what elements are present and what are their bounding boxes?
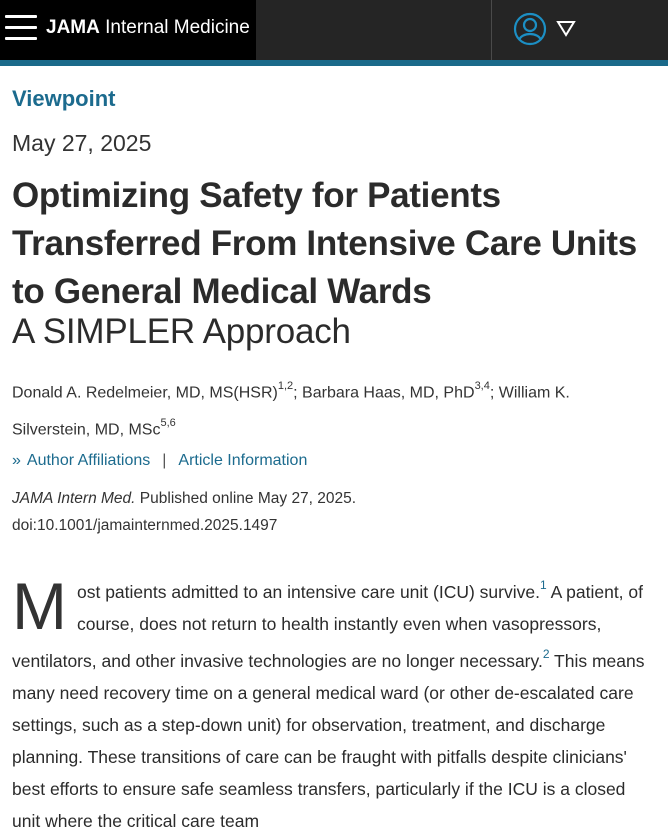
author-affiliation-ref: 3,4: [474, 380, 490, 392]
body-text-3: This means many need recovery time on a general medical ward (or other de-escalated care settings, such as a step-down unit) for observation, treatment, and discharge planning. These transitions of care can be fraught with pitfalls despite clinicians' best efforts to ensure safe seamless transfers, particularly if the ICU is a closed unit where the critical care team: [12, 650, 645, 831]
author-affiliation-ref: 1,2: [277, 380, 294, 392]
article-title: Optimizing Safety for Patients Transferred From Intensive Care Units to General Medical Wards: [12, 176, 637, 311]
header-accent-rule: [0, 60, 668, 66]
nav-divider: [491, 0, 492, 60]
brand-bold: JAMA: [46, 17, 100, 38]
author-name[interactable]: Donald A. Redelmeier, MD, MS(HSR): [12, 384, 278, 402]
top-navigation-bar: [0, 0, 668, 60]
body-text-1: ost patients admitted to an intensive care unit (ICU) survive.: [76, 581, 540, 602]
brand-rest: Internal Medicine: [99, 17, 250, 38]
doi[interactable]: doi:10.1001/jamainternmed.2025.1497: [12, 517, 278, 534]
article-links: [12, 452, 307, 470]
menu-icon[interactable]: [5, 15, 37, 41]
journal-abbreviation: JAMA Intern Med.: [12, 490, 136, 507]
article-type[interactable]: Viewpoint: [12, 86, 116, 111]
published-online: Published online May 27, 2025.: [135, 490, 357, 507]
reference-link[interactable]: 2: [542, 646, 550, 661]
author-affiliations-link[interactable]: Author Affiliations: [26, 452, 151, 469]
article-subtitle: A SIMPLER Approach: [12, 312, 351, 351]
author-separator: ;: [489, 384, 499, 402]
author-separator: ;: [293, 384, 303, 402]
account-dropdown-icon[interactable]: [556, 19, 576, 37]
author-affiliation-ref: 5,6: [160, 417, 176, 430]
article-information-link[interactable]: Article Information: [178, 452, 308, 469]
brand-area: [0, 0, 256, 60]
user-account-icon[interactable]: [513, 12, 547, 46]
author-list: [12, 372, 652, 447]
citation: [12, 485, 652, 539]
reference-link[interactable]: 1: [539, 578, 547, 592]
drop-cap: M: [12, 569, 67, 643]
link-separator: |: [162, 452, 167, 469]
article-body: [12, 571, 646, 837]
chevron-right-icon: »: [12, 452, 21, 469]
author-name[interactable]: Barbara Haas, MD, PhD: [302, 384, 475, 402]
journal-logo[interactable]: [46, 17, 250, 39]
body-text-2: A patient, of course, does not return to health instantly even when vasopressors, ventilators, and other invasive technologies are no longer necessary.: [12, 581, 643, 671]
author-name[interactable]: William K. Silverstein, MD, MSc: [12, 384, 570, 439]
publication-date: May 27, 2025: [12, 130, 152, 156]
